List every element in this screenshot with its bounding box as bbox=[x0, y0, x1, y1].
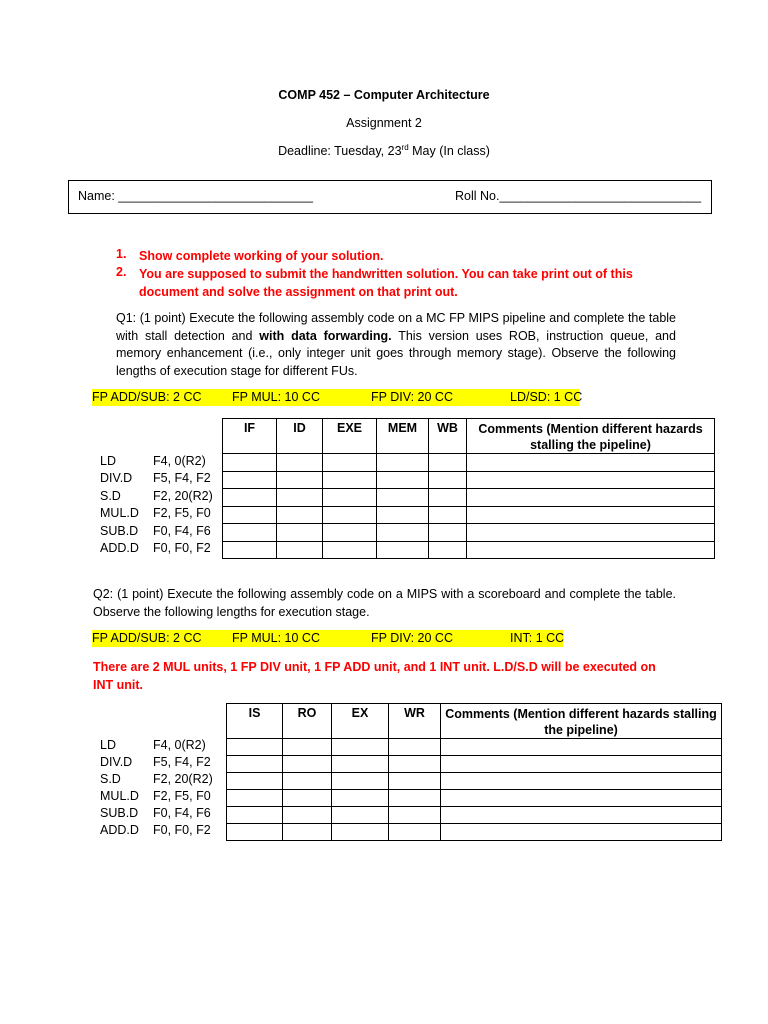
operands: F5, F4, F2 bbox=[153, 755, 211, 769]
col-header-comments: Comments (Mention different hazards stalling the pipeline) bbox=[441, 704, 722, 739]
col-header-ex: EX bbox=[332, 704, 389, 739]
table-row bbox=[223, 471, 715, 489]
opcode: S.D bbox=[100, 489, 121, 503]
latency-int: INT: 1 CC bbox=[510, 631, 565, 645]
table-row bbox=[227, 790, 722, 807]
deadline bbox=[0, 143, 768, 158]
opcode: ADD.D bbox=[100, 823, 139, 837]
table-row bbox=[223, 524, 715, 542]
latency-fp-div: FP DIV: 20 CC bbox=[371, 631, 453, 645]
course-title: COMP 452 – Computer Architecture bbox=[278, 88, 490, 102]
col-header-wb: WB bbox=[429, 419, 467, 454]
opcode: SUB.D bbox=[100, 524, 139, 538]
q2-latencies bbox=[92, 630, 563, 647]
operands: F2, F5, F0 bbox=[153, 506, 211, 520]
operands: F4, 0(R2) bbox=[153, 454, 206, 468]
deadline-superscript: rd bbox=[401, 143, 409, 152]
operands: F0, F4, F6 bbox=[153, 806, 211, 820]
latency-fp-add: FP ADD/SUB: 2 CC bbox=[92, 390, 202, 404]
instruction-1 bbox=[116, 247, 676, 265]
q1-pipeline-table bbox=[222, 418, 715, 559]
opcode: DIV.D bbox=[100, 755, 133, 769]
q2-scoreboard-table bbox=[226, 703, 722, 841]
q1-latencies bbox=[92, 389, 583, 406]
opcode: ADD.D bbox=[100, 541, 139, 555]
q1-text-bold: with data forwarding. bbox=[259, 328, 392, 343]
operands: F2, F5, F0 bbox=[153, 789, 211, 803]
table-row bbox=[223, 506, 715, 524]
latency-ld-sd: LD/SD: 1 CC bbox=[510, 390, 583, 404]
instruction-2 bbox=[116, 265, 676, 301]
operands: F2, 20(R2) bbox=[153, 489, 213, 503]
col-header-id: ID bbox=[277, 419, 323, 454]
col-header-ro: RO bbox=[283, 704, 332, 739]
opcode: SUB.D bbox=[100, 806, 139, 820]
latency-fp-div: FP DIV: 20 CC bbox=[371, 390, 453, 404]
col-header-if: IF bbox=[223, 419, 277, 454]
table-row bbox=[227, 739, 722, 756]
opcode: S.D bbox=[100, 772, 121, 786]
deadline-suffix: May (In class) bbox=[408, 144, 490, 159]
table-row bbox=[227, 824, 722, 841]
col-header-is: IS bbox=[227, 704, 283, 739]
q1-text-b: This version uses ROB, instruction queue, and memory enhancement (i.e., only integer unit goes through memory stage). Observe the following lengths of execution stage for different FUs. bbox=[116, 328, 676, 378]
table-row bbox=[227, 773, 722, 790]
q2-question: Q2: (1 point) Execute the following assembly code on a MIPS with a scoreboard and complete the table. Observe the following lengths for execution stage. bbox=[93, 587, 676, 619]
latency-fp-add: FP ADD/SUB: 2 CC bbox=[92, 631, 202, 645]
col-header-wr: WR bbox=[389, 704, 441, 739]
instruction-number: 1. bbox=[116, 247, 127, 261]
student-info-box bbox=[68, 180, 712, 214]
instruction-text: You are supposed to submit the handwritten solution. You can take print out of this document and solve the assignment on that print out. bbox=[139, 267, 633, 299]
table-row bbox=[223, 541, 715, 559]
opcode: MUL.D bbox=[100, 789, 139, 803]
q1-question bbox=[116, 310, 676, 380]
opcode: LD bbox=[100, 454, 116, 468]
opcode: DIV.D bbox=[100, 471, 133, 485]
table-row bbox=[223, 489, 715, 507]
opcode: MUL.D bbox=[100, 506, 139, 520]
instruction-number: 2. bbox=[116, 265, 127, 279]
name-field[interactable]: Name: ____________________________ bbox=[78, 189, 313, 203]
deadline-prefix: Deadline: Tuesday, 23 bbox=[278, 144, 402, 159]
col-header-mem: MEM bbox=[377, 419, 429, 454]
latency-fp-mul: FP MUL: 10 CC bbox=[232, 390, 320, 404]
operands: F5, F4, F2 bbox=[153, 471, 211, 485]
operands: F2, 20(R2) bbox=[153, 772, 213, 786]
table-row bbox=[227, 756, 722, 773]
operands: F0, F0, F2 bbox=[153, 541, 211, 555]
col-header-comments: Comments (Mention different hazards stalling the pipeline) bbox=[467, 419, 715, 454]
q1-text-a: Q1: (1 point) Execute the following assembly code on a MC FP MIPS pipeline and complete the table with stall detection and bbox=[116, 311, 676, 343]
table-row bbox=[223, 454, 715, 472]
operands: F0, F4, F6 bbox=[153, 524, 211, 538]
operands: F0, F0, F2 bbox=[153, 823, 211, 837]
instruction-text: Show complete working of your solution. bbox=[139, 249, 384, 263]
table-row bbox=[227, 807, 722, 824]
opcode: LD bbox=[100, 738, 116, 752]
col-header-exe: EXE bbox=[323, 419, 377, 454]
q2-units-note: There are 2 MUL units, 1 FP DIV unit, 1 FP ADD unit, and 1 INT unit. L.D/S.D will be executed on INT unit. bbox=[93, 660, 656, 692]
roll-number-field[interactable]: Roll No._____________________________ bbox=[455, 189, 702, 203]
assignment-title: Assignment 2 bbox=[346, 116, 422, 130]
latency-fp-mul: FP MUL: 10 CC bbox=[232, 631, 320, 645]
operands: F4, 0(R2) bbox=[153, 738, 206, 752]
